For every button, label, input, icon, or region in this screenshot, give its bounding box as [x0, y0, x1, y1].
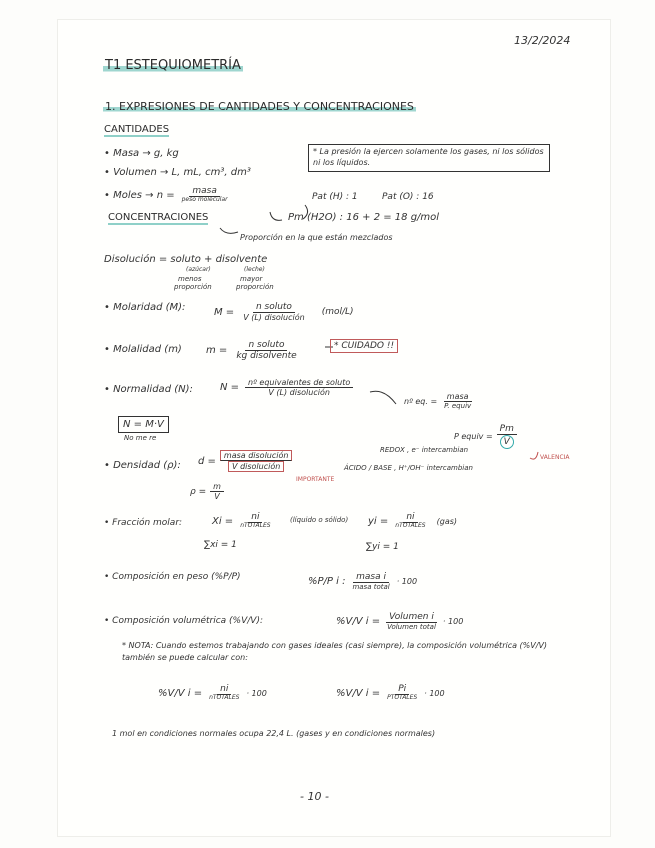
disolucion-eq: Disolución = soluto + disolvente [104, 254, 268, 265]
concentration-note: Proporción en la que están mezclados [240, 233, 393, 242]
molalidad-formula: m = $\frac{\text{n soluto}}{\text{kg disolvente}}$ [206, 340, 297, 362]
redox-line: REDOX , e⁻ intercambian [380, 446, 469, 454]
soluto-note: (azúcar) [186, 266, 211, 273]
cantidades-heading: CANTIDADES [104, 124, 170, 135]
acidobase-line: ÁCIDO / BASE , H⁺/OH⁻ intercambian [344, 464, 473, 472]
valencia-label: VALENCIA [540, 454, 570, 461]
disolvente-note: (leche) [244, 266, 265, 273]
section-heading: 1. EXPRESIONES DE CANTIDADES Y CONCENTRACIONES [105, 100, 414, 113]
fraccion-label: • Fracción molar: [104, 518, 183, 528]
normalidad-label: • Normalidad (N): [104, 384, 193, 395]
yi-formula: yi = $\frac{ni}{\text{nTOTALES}}$ (gas) [368, 512, 458, 530]
n-equals-mv: N = M·V [118, 416, 169, 433]
proporcion-2: proporción [236, 283, 274, 291]
xi-formula: Xi = $\frac{ni}{\text{nTOTALES}}$ [212, 512, 271, 530]
proporcion-1: proporción [174, 283, 212, 291]
densidad-formula: d = $\frac{\text{masa disolución}}{\text{V disolución}}$ [198, 450, 292, 472]
molalidad-label: • Molalidad (m) [104, 344, 182, 355]
pressure-note: * La presión la ejercen solamente los gases, ni los sólidos ni los líquidos. [308, 144, 550, 172]
peso-label: • Composición en peso (%P/P) [104, 572, 241, 582]
pat-h: Pat (H) : 1 [312, 192, 358, 202]
importante-label: IMPORTANTE [296, 476, 335, 483]
masa-line: • Masa → g, kg [104, 148, 179, 159]
densidad-label: • Densidad (ρ): [104, 460, 181, 471]
date-label: 13/2/2024 [514, 34, 571, 47]
molaridad-label: • Molaridad (M): [104, 302, 186, 313]
mayor-label: mayor [240, 275, 263, 283]
sum-yi: ∑yi = 1 [366, 542, 399, 552]
concentraciones-heading: CONCENTRACIONES [108, 212, 209, 223]
vv-ni-formula: %V/V i = $\frac{ni}{\text{nTOTALES}}$ · 100 [158, 684, 267, 702]
volumetrica-label: • Composición volumétrica (%V/V): [104, 616, 264, 626]
moles-line: • Moles → n = $\frac{\text{masa}}{\text{peso molecular}}$ [104, 186, 228, 204]
page-title: T1 ESTEQUIOMETRÍA [105, 58, 241, 73]
normalidad-formula: N = $\frac{\text{nº equivalentes de soluto}}{\text{V (L) disolución}}$ [220, 378, 353, 397]
nota-gases-ideales: * NOTA: Cuando estemos trabajando con gases ideales (casi siempre), la composición volumétrica (%V/V) también se puede calcular con: [122, 641, 548, 662]
condiciones-normales-note: 1 mol en condiciones normales ocupa 22,4 L. (gases y en condiciones normales) [112, 729, 436, 738]
pequiv-formula: P equiv = $\frac{Pm}{V}$ [454, 424, 517, 449]
sum-xi: ∑xi = 1 [204, 540, 237, 550]
vv-pi-formula: %V/V i = $\frac{Pi}{\text{PTOTALES}}$ · 100 [336, 684, 445, 702]
neq-formula: nº eq. = $\frac{\text{masa}}{\text{P. equiv}}$ [404, 392, 472, 411]
page-number: - 10 - [300, 790, 329, 803]
molaridad-formula: M = $\frac{\text{n soluto}}{\text{V (L) disolución}}$ (mol/L) [214, 302, 354, 323]
rho-formula: ρ = $\frac{m}{V}$ [190, 482, 224, 501]
cuidado-warning: * CUIDADO !! [330, 339, 398, 353]
peso-formula: %P/P i : $\frac{\text{masa i}}{\text{masa total}}$ · 100 [308, 572, 418, 592]
volumetrica-formula: %V/V i = $\frac{\text{Volumen i}}{\text{Volumen total}}$ · 100 [336, 612, 464, 632]
no-me-re: No me re [124, 434, 157, 442]
volumen-line: • Volumen → L, mL, cm³, dm³ [104, 167, 251, 178]
menos-label: menos [178, 275, 202, 283]
pm-h2o: Pm (H2O) : 16 + 2 = 18 g/mol [288, 212, 440, 223]
pat-o: Pat (O) : 16 [382, 192, 434, 202]
xi-note: (líquido o sólido) [290, 516, 349, 524]
